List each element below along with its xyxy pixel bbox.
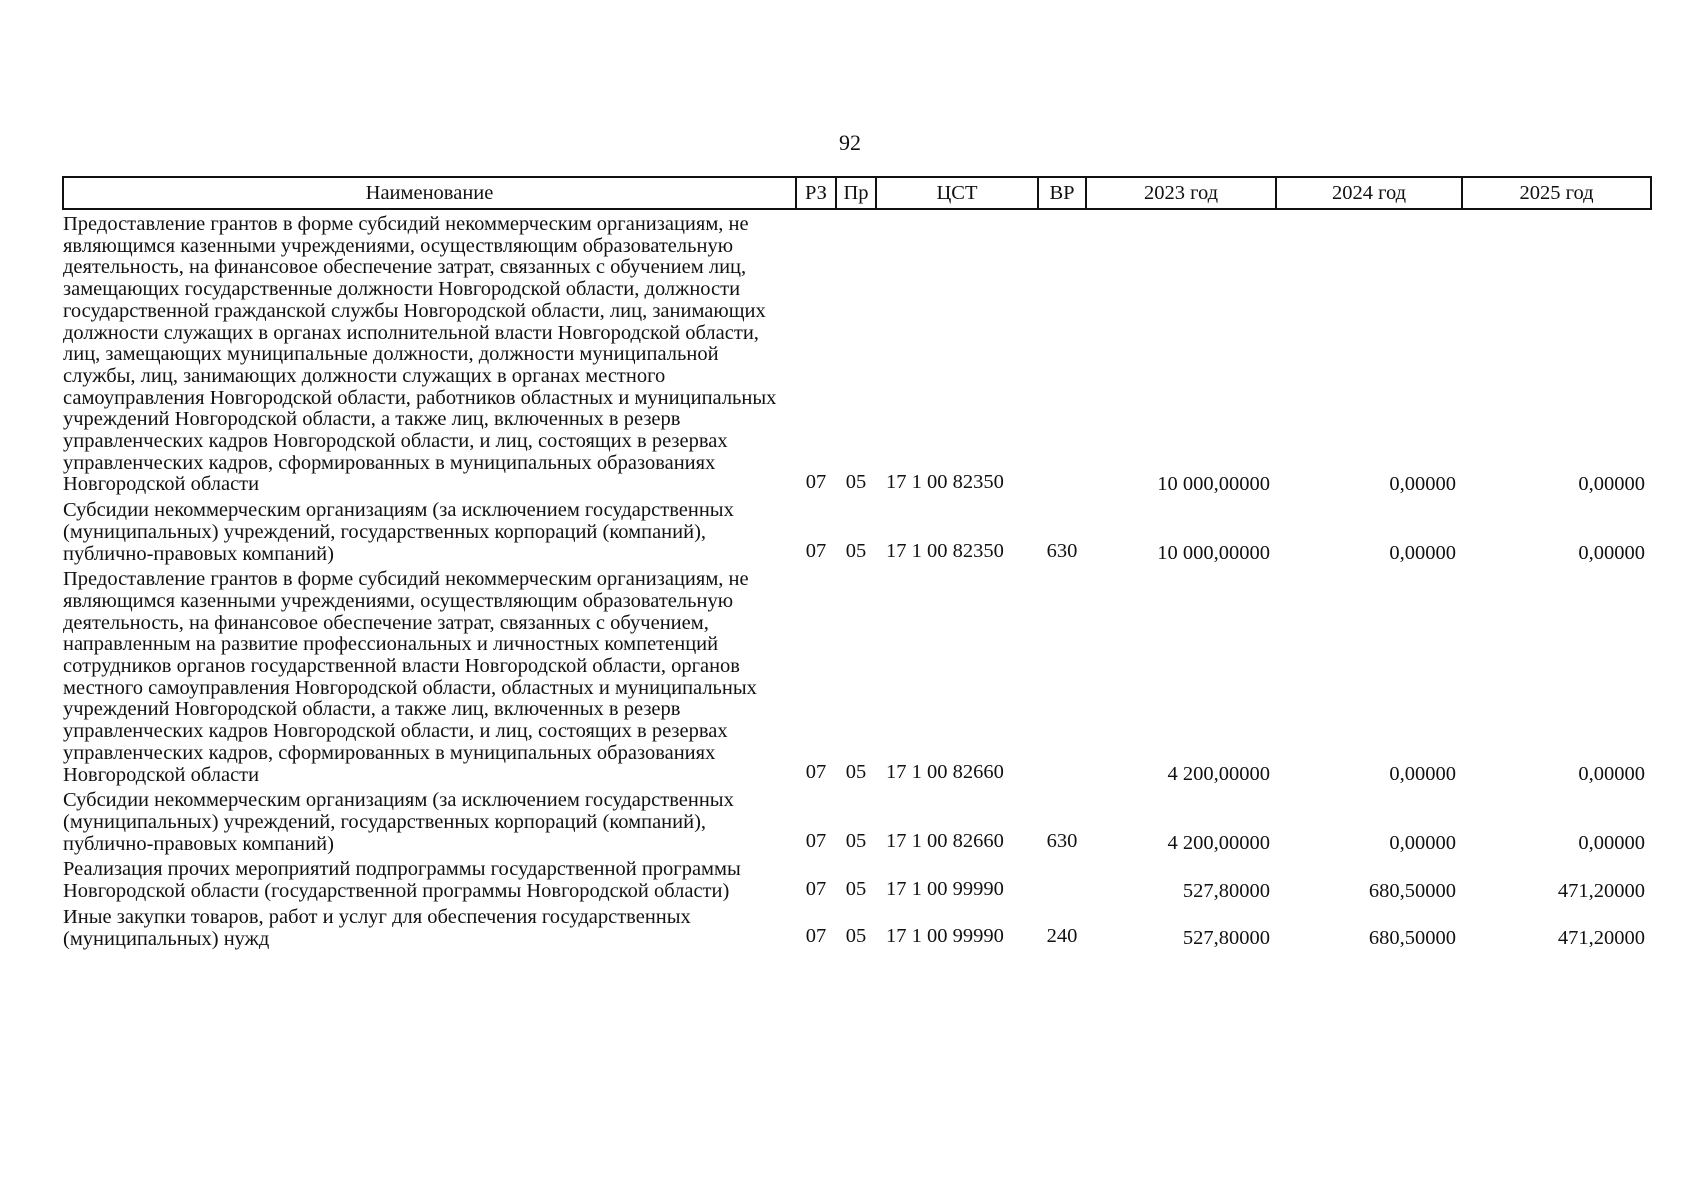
row-2023: 4 200,00000 <box>1167 763 1270 786</box>
header-name: Наименование <box>63 177 796 209</box>
row-cst: 17 1 00 82350 <box>886 540 1004 563</box>
row-rz: 07 <box>805 471 827 494</box>
row-2024: 0,00000 <box>1389 473 1456 496</box>
row-rz: 07 <box>805 925 827 948</box>
row-vr <box>1038 565 1086 786</box>
row-rz: 07 <box>805 830 827 853</box>
row-vr: 630 <box>1046 830 1078 853</box>
row-2025: 471,20000 <box>1557 927 1645 950</box>
row-rz: 07 <box>805 877 827 900</box>
row-name: Реализация прочих мероприятий подпрограммы государственной программы Новгородской области (государственной программы Новгородской области) <box>63 858 741 903</box>
row-cst: 17 1 00 82660 <box>886 761 1004 784</box>
table-row <box>63 855 1651 902</box>
header-year-2023: 2023 год <box>1086 177 1276 209</box>
row-pr: 05 <box>845 761 867 784</box>
row-pr: 05 <box>845 830 867 853</box>
row-vr: 240 <box>1046 925 1078 948</box>
header-pr: Пр <box>836 177 876 209</box>
header-vr: ВР <box>1038 177 1086 209</box>
row-2024: 680,50000 <box>1368 927 1456 950</box>
header-row <box>63 177 1651 209</box>
row-pr: 05 <box>845 540 867 563</box>
row-2023: 527,80000 <box>1182 879 1270 902</box>
row-name: Субсидии некоммерческим организациям (за исключением государственных (муниципальных) учреждений, государственных корпораций (компаний), публично-правовых компаний) <box>63 789 734 855</box>
table-header <box>63 177 1651 209</box>
table-row <box>63 903 1651 950</box>
row-vr <box>1038 209 1086 496</box>
header-cst: ЦСТ <box>876 177 1038 209</box>
row-rz: 07 <box>805 761 827 784</box>
row-2024: 0,00000 <box>1389 763 1456 786</box>
row-vr: 630 <box>1046 540 1078 563</box>
row-2025: 0,00000 <box>1578 473 1645 496</box>
header-rz: РЗ <box>796 177 836 209</box>
row-name: Субсидии некоммерческим организациям (за исключением государственных (муниципальных) учреждений, государственных корпораций (компаний), публично-правовых компаний) <box>63 499 734 565</box>
row-name: Иные закупки товаров, работ и услуг для обеспечения государственных (муниципальных) нужд <box>63 905 691 950</box>
row-cst: 17 1 00 82350 <box>886 471 1004 494</box>
table-row <box>63 565 1651 786</box>
row-2024: 0,00000 <box>1389 542 1456 565</box>
header-year-2024: 2024 год <box>1276 177 1462 209</box>
row-cst: 17 1 00 82660 <box>886 830 1004 853</box>
row-name: Предоставление грантов в форме субсидий некоммерческим организациям, не являющимся казенными учреждениями, осуществляющим образовательную деятельность, на финансовое обеспечение затрат, связанных с обучением, направленным на развитие профессиональных и личностных компетенций сотрудников органов государственной власти Новгородской области, органов местного самоуправления Новгородской области, областных и муниципальных учреждений Новгородской области, а также лиц, включенных в резерв управленческих кадров Новгородской области, и лиц, состоящих в резервах управленческих кадров, сформированных в муниципальных образованиях Новгородской области <box>63 568 757 786</box>
row-cst: 17 1 00 99990 <box>886 877 1004 900</box>
table-row <box>63 786 1651 855</box>
row-pr: 05 <box>845 877 867 900</box>
table-body <box>63 209 1651 950</box>
row-2023: 4 200,00000 <box>1167 832 1270 855</box>
row-2024: 0,00000 <box>1389 832 1456 855</box>
budget-table <box>62 176 1652 950</box>
row-2025: 0,00000 <box>1578 763 1645 786</box>
row-2023: 527,80000 <box>1182 927 1270 950</box>
row-name: Предоставление грантов в форме субсидий некоммерческим организациям, не являющимся казенными учреждениями, осуществляющим образовательную деятельность, на финансовое обеспечение затрат, связанных с обучением лиц, замещающих государственные должности Новгородской области, должности государственной гражданской службы Новгородской области, лиц, занимающих должности служащих в органах исполнительной власти Новгородской области, лиц, замещающих муниципальные должности, должности муниципальной службы, лиц, занимающих должности служащих в органах местного самоуправления Новгородской области, работников областных и муниципальных учреждений Новгородской области, а также лиц, включенных в резерв управленческих кадров Новгородской области, и лиц, состоящих в резервах управленческих кадров, сформированных в муниципальных образованиях Новгородской области <box>63 213 777 496</box>
row-2023: 10 000,00000 <box>1157 542 1270 565</box>
page-number: 92 <box>839 130 861 155</box>
row-2023: 10 000,00000 <box>1157 473 1270 496</box>
row-2025: 0,00000 <box>1578 542 1645 565</box>
row-2025: 0,00000 <box>1578 832 1645 855</box>
header-year-2025: 2025 год <box>1462 177 1651 209</box>
table-row <box>63 209 1651 496</box>
row-rz: 07 <box>805 540 827 563</box>
row-pr: 05 <box>845 471 867 494</box>
table-row <box>63 496 1651 565</box>
row-2025: 471,20000 <box>1557 879 1645 902</box>
row-2024: 680,50000 <box>1368 879 1456 902</box>
row-cst: 17 1 00 99990 <box>886 925 1004 948</box>
row-vr <box>1038 855 1086 902</box>
row-pr: 05 <box>845 925 867 948</box>
